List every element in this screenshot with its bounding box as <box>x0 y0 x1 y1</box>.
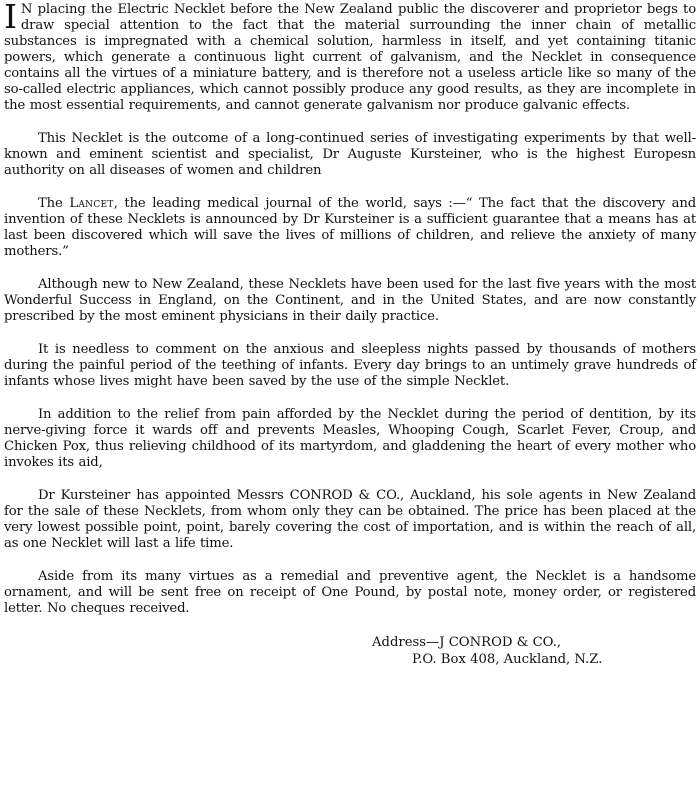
address-line-2: P.O. Box 408, Auckland, N.Z. <box>412 652 603 667</box>
paragraph-dentition: In addition to the relief from pain afforded by the Necklet during the period of dentition, by its nerve-giving force it wards off and prevents Measles, Whooping Cough, Scarlet Fever, Croup, and Chicken Pox, thus relieving childhood of its martyrdom, and gladdening the heart of every mother who invokes its aid, <box>4 407 696 470</box>
lancet-after: , the leading medical journal of the world, says :—“ The fact that the discovery and invention of these Necklets is announced by Dr Kursteiner is a sufficient guarantee that a means has at last been discovered which will save the lives of millions of children, and relieve the anxiety of many mothers.” <box>4 196 696 259</box>
paragraph-teething: It is needless to comment on the anxious and sleepless nights passed by thousands of mothers during the painful period of the teething of infants. Every day brings to an untimely grave hundreds of infants whose lives might have been saved by the use of the simple Necklet. <box>4 342 696 389</box>
paragraph-ornament: Aside from its many virtues as a remedial and preventive agent, the Necklet is a handsome ornament, and will be sent free on receipt of One Pound, by postal note, money order, or registered letter. No cheques received. <box>4 569 696 616</box>
paragraph-lancet-quote <box>4 196 696 260</box>
lancet-before: The <box>38 196 70 211</box>
paragraph-introduction-text: N placing the Electric Necklet before the New Zealand public the discoverer and proprietor begs to draw special attention to the fact that the material surrounding the inner chain of metallic substances is impregnated with a chemical solution, harmless in itself, and yet containing titanic powers, which generate a continuous light current of galvanism, and the Necklet in consequence contains all the virtues of a miniature battery, and is therefore not a useless article like so many of the so-called electric appliances, which cannot possibly produce any good results, as they are incomplete in the most essential requirements, and cannot generate galvanism nor produce galvanic effects. <box>4 2 696 113</box>
paragraph-success: Although new to New Zealand, these Necklets have been used for the last five years with the most Wonderful Success in England, on the Continent, and in the United States, and are now constantly prescribed by the most eminent physicians in their daily practice. <box>4 277 696 324</box>
paragraph-introduction <box>4 2 696 114</box>
paragraph-agents: Dr Kursteiner has appointed Messrs CONROD & CO., Auckland, his sole agents in New Zealand for the sale of these Necklets, from whom only they can be obtained. The price has been placed at the very lowest possible point, point, barely covering the cost of importation, and is within the reach of all, as one Necklet will last a life time. <box>4 488 696 551</box>
address-line-1: Address—J CONROD & CO., <box>372 635 562 650</box>
paragraph-origin: This Necklet is the outcome of a long-continued series of investigating experiments by that well-known and eminent scientist and specialist, Dr Auguste Kursteiner, who is the highest Europesn authority on all diseases of women and children <box>4 131 696 178</box>
lancet-journal-name: Lancet <box>69 196 114 211</box>
address-block <box>372 634 696 668</box>
drop-cap: I <box>4 0 17 36</box>
